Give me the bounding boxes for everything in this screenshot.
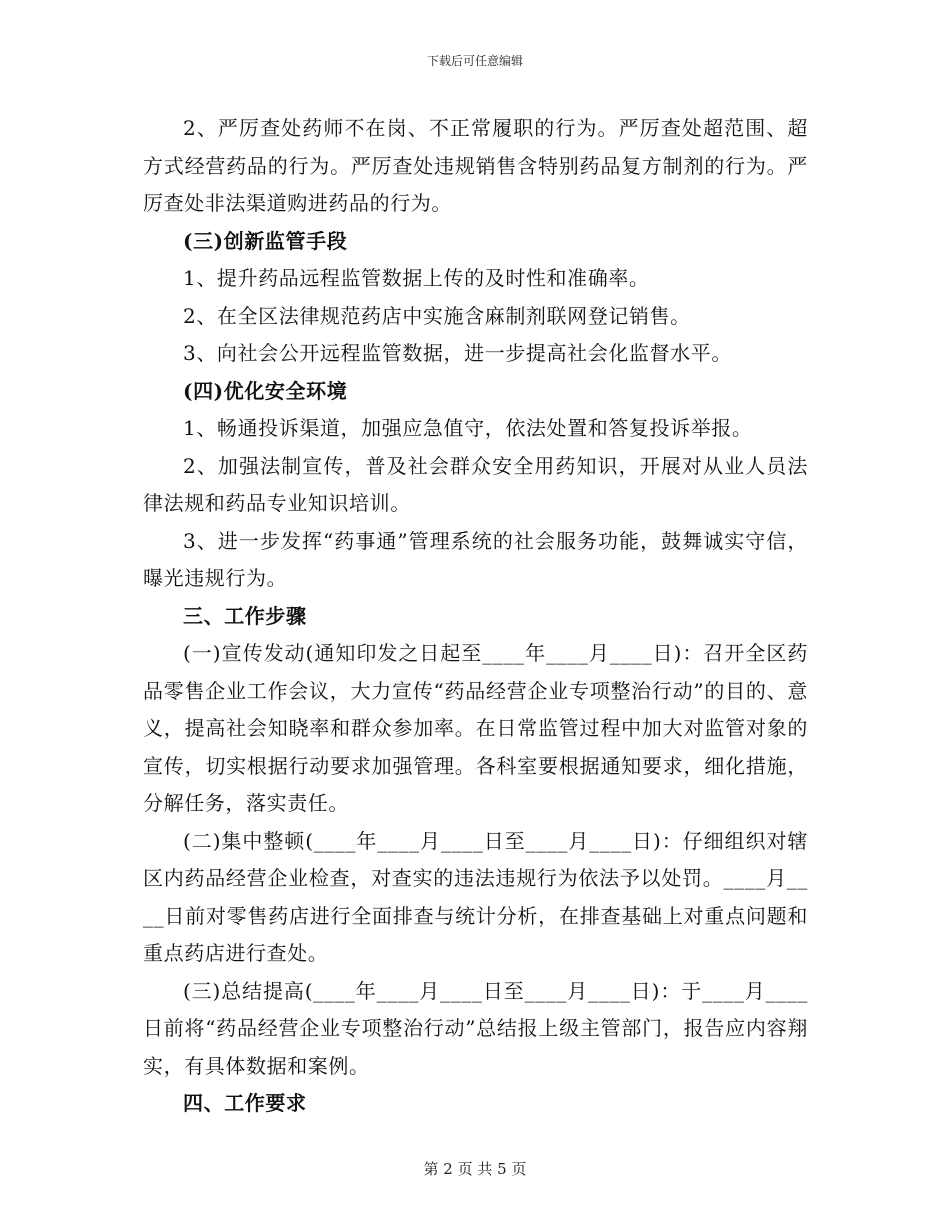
page-footer: 第 2 页 共 5 页 [423, 1160, 527, 1178]
chapter-heading-requirements: 四、工作要求 [183, 1091, 307, 1115]
paragraph-11: (一)宣传发动(通知印发之日起至____年____月____日)：召开全区药品零售企业工作会议，大力宣传“药品经营企业专项整治行动”的目的、意义，提高社会知晓率和群众参加率。在日常监管过程中加大对监管对象的宣传，切实根据行动要求加强管理。各科室要根据通知要求，细化措施，分解任务，落实责任。 [143, 641, 808, 815]
section-heading-3: (三)创新监管手段 [183, 228, 348, 253]
paragraph-8: 2、加强法制宣传，普及社会群众安全用药知识，开展对从业人员法律法规和药品专业知识培训。 [143, 453, 808, 515]
paragraph-13: (三)总结提高(____年____月____日至____月____日)：于____月____日前将“药品经营企业专项整治行动”总结报上级主管部门，报告应内容翔实，有具体数据和案例。 [143, 978, 808, 1078]
paragraph-3: 1、提升药品远程监管数据上传的及时性和准确率。 [183, 266, 650, 290]
paragraph-4: 2、在全区法律规范药店中实施含麻制剂联网登记销售。 [183, 303, 691, 328]
paragraph-1: 2、严厉查处药师不在岗、不正常履职的行为。严厉查处超范围、超方式经营药品的行为。严厉查处违规销售含特别药品复方制剂的行为。严厉查处非法渠道购进药品的行为。 [143, 116, 808, 215]
section-heading-4: (四)优化安全环境 [183, 378, 348, 403]
page-header: 下载后可任意编辑 [426, 54, 523, 68]
chapter-heading-steps: 三、工作步骤 [183, 603, 307, 628]
paragraph-9: 3、进一步发挥“药事通”管理系统的社会服务功能，鼓舞诚实守信，曝光违规行为。 [143, 528, 808, 590]
document-body [143, 110, 808, 1123]
paragraph-5: 3、向社会公开远程监管数据，进一步提高社会化监督水平。 [183, 341, 732, 365]
paragraph-7: 1、畅通投诉渠道，加强应急值守，依法处置和答复投诉举报。 [183, 416, 753, 440]
paragraph-12: (二)集中整顿(____年____月____日至____月____日)：仔细组织对辖区内药品经营企业检查，对查实的违法违规行为依法予以处罚。____月____日前对零售药店进行全面排查与统计分析，在排查基础上对重点问题和重点药店进行查处。 [143, 828, 808, 965]
